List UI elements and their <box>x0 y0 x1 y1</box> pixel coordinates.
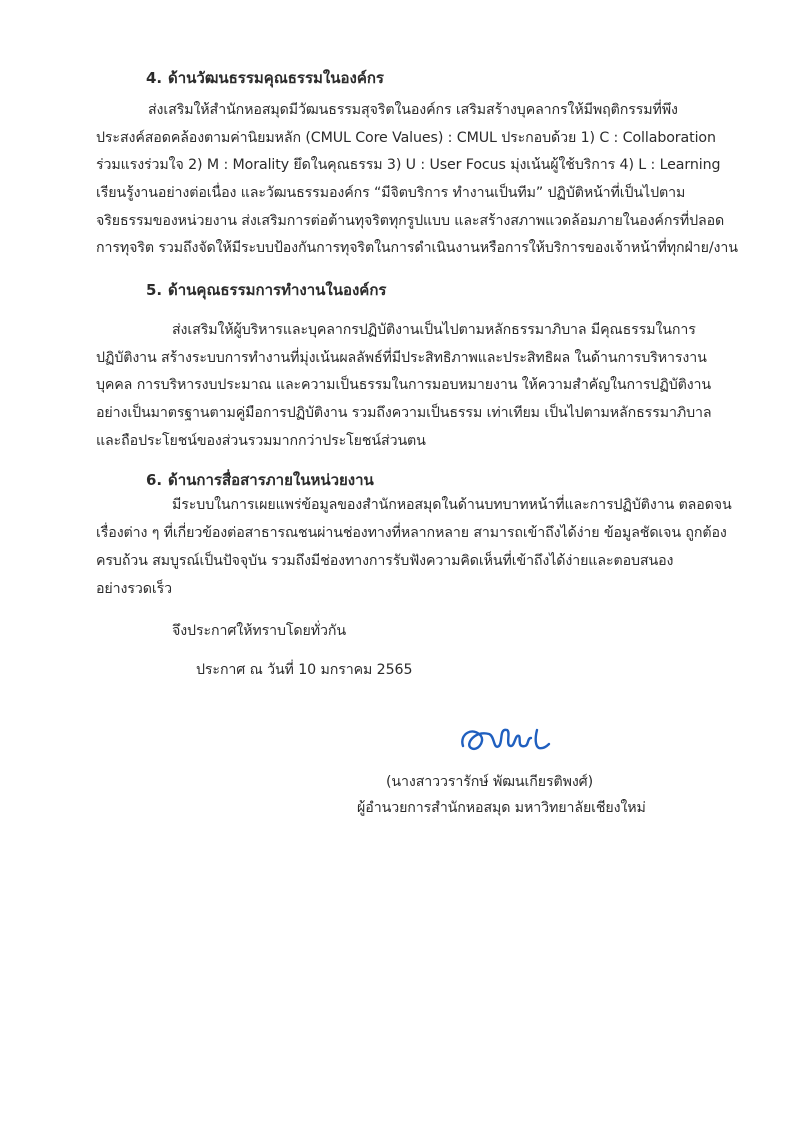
section-5-line: ส่งเสริมให้ผู้บริหารและบุคลากรปฏิบัติงานเป็นไปตามหลักธรรมาภิบาล มีคุณธรรมในการ <box>172 322 696 338</box>
section-5-line: และถือประโยชน์ของส่วนรวมมากกว่าประโยชน์ส่วนตน <box>96 433 426 449</box>
section-4-line: ประสงค์สอดคล้องตามค่านิยมหลัก (CMUL Core Values) : CMUL ประกอบด้วย 1) C : Collaboration <box>96 130 716 146</box>
announcement-text: จึงประกาศให้ทราบโดยทั่วกัน <box>172 623 346 639</box>
section-4-line: เรียนรู้งานอย่างต่อเนื่อง และวัฒนธรรมองค์กร “มีจิตบริการ ทำงานเป็นทีม” ปฏิบัติหน้าที่เป็นไปตาม <box>96 185 686 201</box>
signer-name: (นางสาววรารักษ์ พัฒนเกียรติพงศ์) <box>386 774 594 790</box>
section-6-number: 6. <box>146 471 163 489</box>
announcement-date: ประกาศ ณ วันที่ 10 มกราคม 2565 <box>196 662 413 678</box>
section-5-heading <box>146 278 386 302</box>
section-5-line: ปฏิบัติงาน สร้างระบบการทำงานที่มุ่งเน้นผลลัพธ์ที่มีประสิทธิภาพและประสิทธิผล ในด้านการบริหารงาน <box>96 350 707 366</box>
signature-image <box>455 716 555 766</box>
section-6-line: อย่างรวดเร็ว <box>96 581 172 597</box>
section-5-title: ด้านคุณธรรมการทำงานในองค์กร <box>168 281 387 299</box>
section-6-line: มีระบบในการเผยแพร่ข้อมูลของสำนักหอสมุดในด้านบทบาทหน้าที่และการปฏิบัติงาน ตลอดจน <box>172 497 732 513</box>
section-4-line: การทุจริต รวมถึงจัดให้มีระบบป้องกันการทุจริตในการดำเนินงานหรือการให้บริการของเจ้าหน้าที่ทุกฝ่าย/งาน <box>96 240 738 256</box>
section-4-line: จริยธรรมของหน่วยงาน ส่งเสริมการต่อต้านทุจริตทุกรูปแบบ และสร้างสภาพแวดล้อมภายในองค์กรที่ปลอด <box>96 213 725 229</box>
section-6-title: ด้านการสื่อสารภายในหน่วยงาน <box>168 471 374 489</box>
signer-title: ผู้อำนวยการสำนักหอสมุด มหาวิทยาลัยเชียงใหม่ <box>357 800 646 816</box>
section-4-line: ส่งเสริมให้สำนักหอสมุดมีวัฒนธรรมสุจริตในองค์กร เสริมสร้างบุคลากรให้มีพฤติกรรมที่พึง <box>148 102 678 118</box>
section-4-line: ร่วมแรงร่วมใจ 2) M : Morality ยึดในคุณธรรม 3) U : User Focus มุ่งเน้นผู้ใช้บริการ 4) L : Learning <box>96 157 721 173</box>
section-6-heading <box>146 468 374 492</box>
section-5-line: อย่างเป็นมาตรฐานตามคู่มือการปฏิบัติงาน รวมถึงความเป็นธรรม เท่าเทียม เป็นไปตามหลักธรรมาภิบาล <box>96 405 712 421</box>
section-4-heading <box>146 66 384 90</box>
section-5-line: บุคคล การบริหารงบประมาณ และความเป็นธรรมในการมอบหมายงาน ให้ความสำคัญในการปฏิบัติงาน <box>96 377 712 393</box>
section-4-number: 4. <box>146 69 163 87</box>
section-6-line: ครบถ้วน สมบูรณ์เป็นปัจจุบัน รวมถึงมีช่องทางการรับฟังความคิดเห็นที่เข้าถึงได้ง่ายและตอบสนอง <box>96 553 674 569</box>
section-4-title: ด้านวัฒนธรรมคุณธรรมในองค์กร <box>168 69 384 87</box>
section-5-number: 5. <box>146 281 163 299</box>
section-6-line: เรื่องต่าง ๆ ที่เกี่ยวข้องต่อสาธารณชนผ่านช่องทางที่หลากหลาย สามารถเข้าถึงได้ง่าย ข้อมูลชัดเจน ถูกต้อง <box>96 525 727 541</box>
